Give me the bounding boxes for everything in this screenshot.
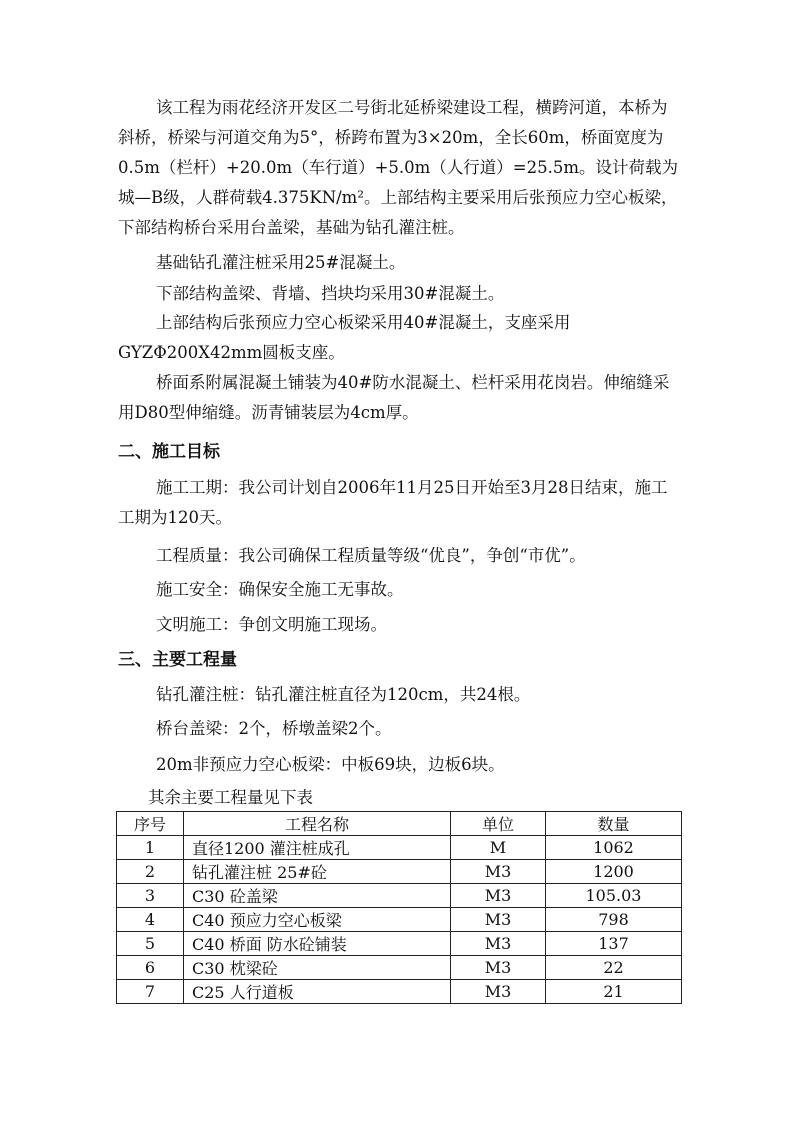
table-row <box>117 932 682 956</box>
quantities-table <box>116 811 682 1004</box>
intro-paragraph-5: 桥面系附属混凝土铺装为40#防水混凝土、栏杆采用花岗岩。伸缩缝采用D80型伸缩缝。沥青铺装层为4cm厚。 <box>118 373 670 422</box>
cell-quantity: 22 <box>546 956 682 980</box>
section-heading-quantities: 三、主要工程量 <box>118 650 237 670</box>
cell-quantity: 1200 <box>546 860 682 884</box>
cell-index: 4 <box>117 908 184 932</box>
cell-quantity: 1062 <box>546 836 682 860</box>
cell-quantity: 105.03 <box>546 884 682 908</box>
intro-paragraph-3: 下部结构盖梁、背墙、挡块均采用30#混凝土。 <box>156 284 505 303</box>
goal-safety: 施工安全：确保安全施工无事故。 <box>156 580 404 599</box>
cell-index: 6 <box>117 956 184 980</box>
section-heading-goals: 二、施工目标 <box>118 442 220 462</box>
cell-unit: M <box>451 836 546 860</box>
table-row <box>117 956 682 980</box>
cell-index: 7 <box>117 980 184 1004</box>
table-row <box>117 908 682 932</box>
table-row <box>117 884 682 908</box>
quantity-caps: 桥台盖梁：2个，桥墩盖梁2个。 <box>156 719 392 738</box>
table-row <box>117 836 682 860</box>
cell-unit: M3 <box>451 932 546 956</box>
cell-index: 1 <box>117 836 184 860</box>
goal-schedule: 施工工期：我公司计划自2006年11月25日开始至3月28日结束，施工工期为120天。 <box>118 478 668 527</box>
cell-name: C30 砼盖梁 <box>184 884 451 908</box>
intro-paragraph-2: 基础钻孔灌注桩采用25#混凝土。 <box>156 253 406 272</box>
cell-unit: M3 <box>451 908 546 932</box>
quantity-piles: 钻孔灌注桩：钻孔灌注桩直径为120cm，共24根。 <box>156 685 531 704</box>
header-index: 序号 <box>117 812 184 836</box>
table-row <box>117 980 682 1004</box>
header-quantity: 数量 <box>546 812 682 836</box>
cell-unit: M3 <box>451 956 546 980</box>
cell-name: C40 预应力空心板梁 <box>184 908 451 932</box>
cell-index: 2 <box>117 860 184 884</box>
table-row <box>117 860 682 884</box>
cell-index: 5 <box>117 932 184 956</box>
cell-quantity: 137 <box>546 932 682 956</box>
cell-unit: M3 <box>451 860 546 884</box>
table-caption: 其余主要工程量见下表 <box>148 788 313 807</box>
cell-quantity: 21 <box>546 980 682 1004</box>
goal-quality: 工程质量：我公司确保工程质量等级“优良”，争创“市优”。 <box>156 546 586 565</box>
cell-quantity: 798 <box>546 908 682 932</box>
quantity-slabs: 20m非预应力空心板梁：中板69块，边板6块。 <box>156 755 505 774</box>
header-name: 工程名称 <box>184 812 451 836</box>
cell-unit: M3 <box>451 980 546 1004</box>
table-header-row <box>117 812 682 836</box>
cell-index: 3 <box>117 884 184 908</box>
intro-paragraph-1: 该工程为雨花经济开发区二号街北延桥梁建设工程，横跨河道，本桥为斜桥，桥梁与河道交角为5°，桥跨布置为3×20m，全长60m，桥面宽度为0.5m（栏杆）+20.0m（车行道）+5.0m（人行道）=25.5m。设计荷载为城—B级，人群荷载4.375KN/m²。上部结构主要采用后张预应力空心板梁，下部结构桥台采用台盖梁，基础为钻孔灌注桩。 <box>118 98 679 237</box>
cell-name: C40 桥面 防水砼铺装 <box>184 932 451 956</box>
cell-name: C30 枕梁砼 <box>184 956 451 980</box>
header-unit: 单位 <box>451 812 546 836</box>
cell-name: 直径1200 灌注桩成孔 <box>184 836 451 860</box>
cell-name: 钻孔灌注桩 25#砼 <box>184 860 451 884</box>
cell-name: C25 人行道板 <box>184 980 451 1004</box>
goal-civilized: 文明施工：争创文明施工现场。 <box>156 615 387 634</box>
intro-paragraph-4: 上部结构后张预应力空心板梁采用40#混凝土，支座采用GYZΦ200X42mm圆板支座。 <box>118 313 571 362</box>
cell-unit: M3 <box>451 884 546 908</box>
